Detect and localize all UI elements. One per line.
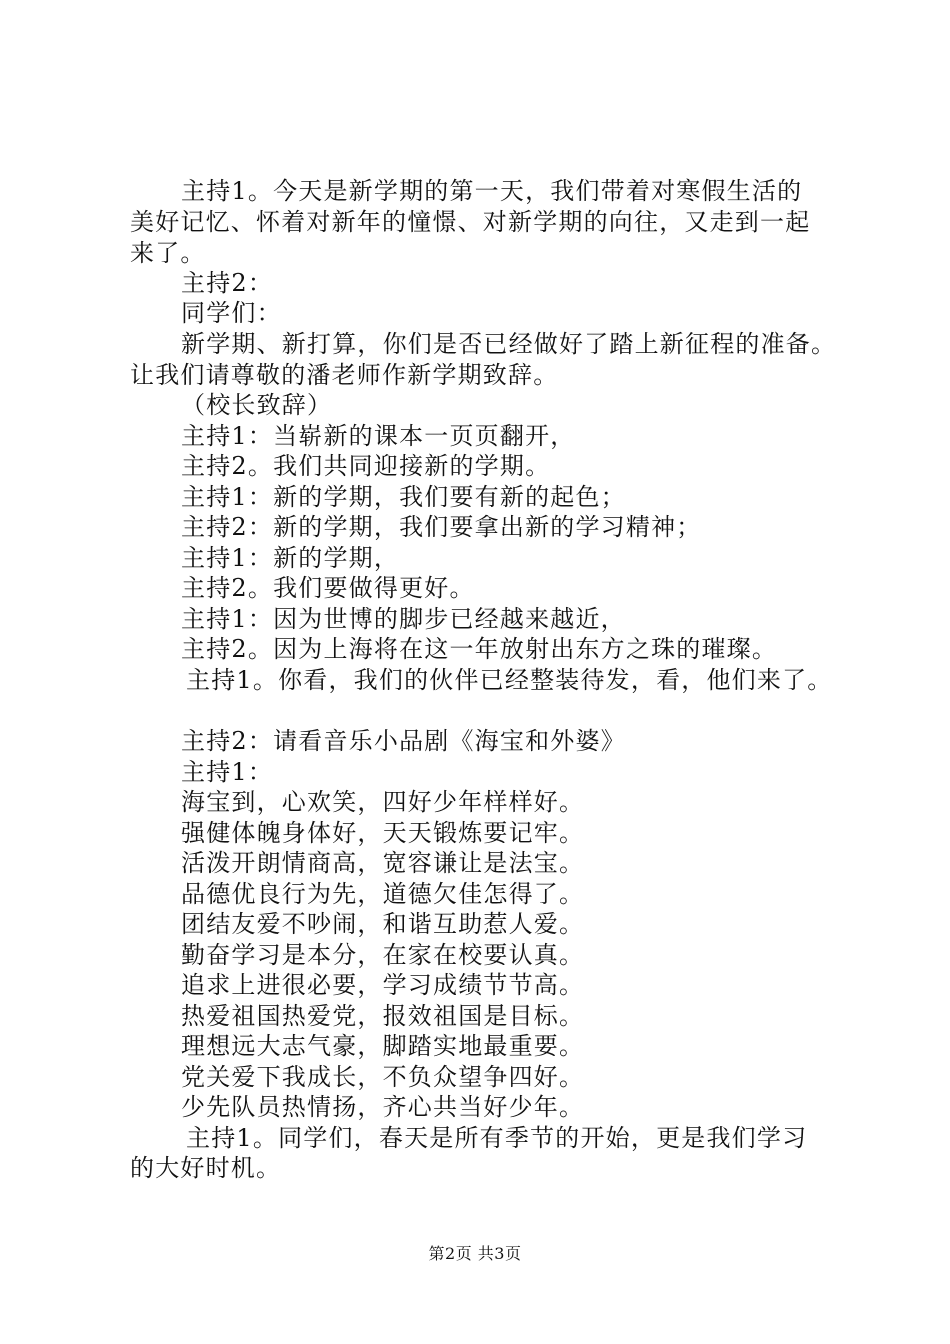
poem-line: 团结友爱不吵闹，和谐互助惹人爱。 [181, 910, 585, 938]
paragraph-line: 主持1：新的学期， [181, 544, 400, 572]
paragraph-line: 同学们： [181, 299, 282, 327]
paragraph-line: 主持1。今天是新学期的第一天，我们带着对寒假生活的 [181, 177, 803, 205]
paragraph-line: 主持2：请看音乐小品剧《海宝和外婆》 [181, 727, 626, 755]
paragraph-line: 主持1：因为世博的脚步已经越来越近， [181, 605, 626, 633]
paragraph-line: 美好记忆、怀着对新年的憧憬、对新学期的向往，又走到一起 [130, 208, 811, 236]
poem-line: 追求上进很必要，学习成绩节节高。 [181, 971, 585, 999]
poem-line: 热爱祖国热爱党，报效祖国是目标。 [181, 1002, 585, 1030]
paragraph-line: 主持2。我们共同迎接新的学期。 [181, 452, 551, 480]
poem-line: 勤奋学习是本分，在家在校要认真。 [181, 941, 585, 969]
paragraph-line: 主持1。同学们，春天是所有季节的开始，更是我们学习 [186, 1124, 808, 1152]
paragraph-line: （校长致辞） [181, 391, 333, 419]
paragraph-line: 的大好时机。 [130, 1154, 282, 1182]
paragraph-line: 让我们请尊敬的潘老师作新学期致辞。 [130, 361, 559, 389]
poem-line: 党关爱下我成长，不负众望争四好。 [181, 1063, 585, 1091]
poem-line: 理想远大志气豪，脚踏实地最重要。 [181, 1032, 585, 1060]
paragraph-line: 主持2。因为上海将在这一年放射出东方之珠的璀璨。 [181, 635, 778, 663]
poem-line: 活泼开朗情商高，宽容谦让是法宝。 [181, 849, 585, 877]
page-footer: 第2页 共3页 [428, 1244, 522, 1263]
paragraph-line: 主持1。你看，我们的伙伴已经整装待发，看，他们来了。 [186, 666, 833, 694]
poem-line: 品德优良行为先，道德欠佳怎得了。 [181, 880, 585, 908]
paragraph-line: 主持1： [181, 758, 274, 786]
paragraph-line: 主持1：当崭新的课本一页页翻开， [181, 422, 576, 450]
paragraph-line: 主持2：新的学期，我们要拿出新的学习精神； [181, 513, 702, 541]
paragraph-line: 来了。 [130, 239, 206, 267]
paragraph-line: 主持2。我们要做得更好。 [181, 574, 475, 602]
paragraph-line: 主持2： [181, 269, 274, 297]
paragraph-line: 主持1：新的学期，我们要有新的起色； [181, 483, 626, 511]
poem-line: 强健体魄身体好，天天锻炼要记牢。 [181, 819, 585, 847]
poem-line: 海宝到，心欢笑，四好少年样样好。 [181, 788, 585, 816]
paragraph-line: 新学期、新打算，你们是否已经做好了踏上新征程的准备。 [181, 330, 837, 358]
poem-line: 少先队员热情扬，齐心共当好少年。 [181, 1093, 585, 1121]
